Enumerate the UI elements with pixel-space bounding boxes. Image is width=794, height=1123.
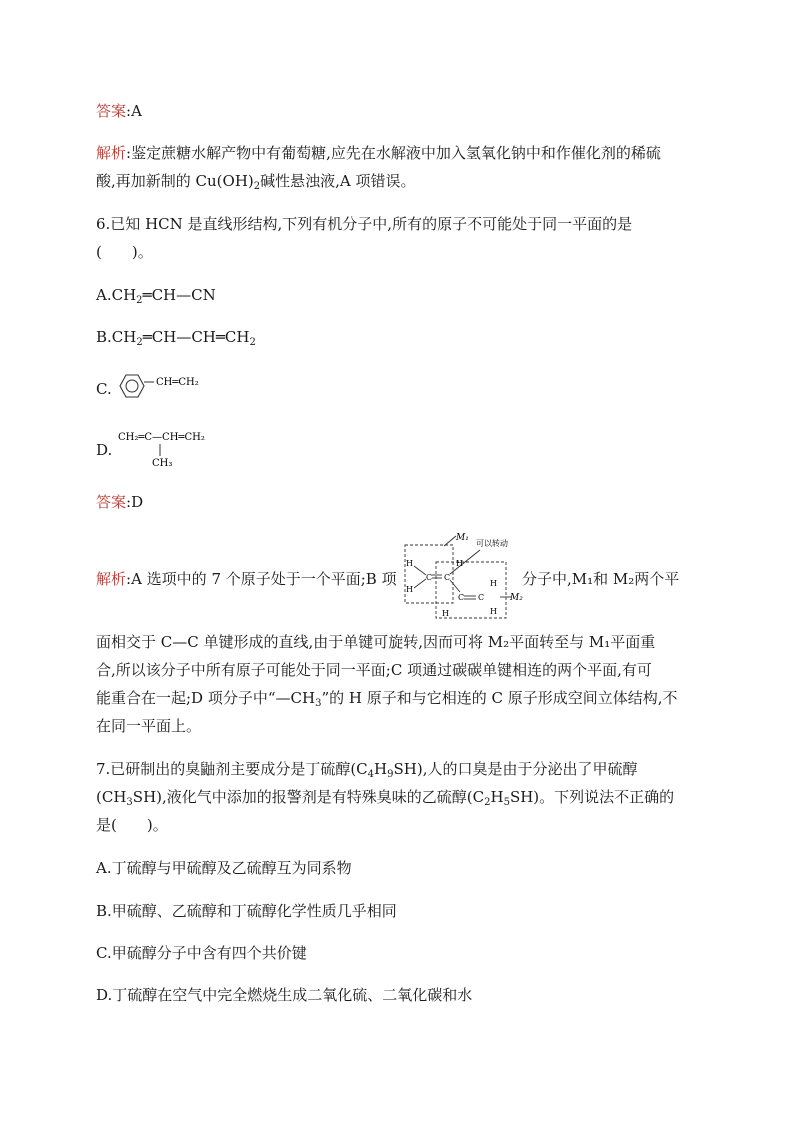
subscript: 2 <box>484 797 491 808</box>
q6-stem-line2: ( )。 <box>96 243 153 261</box>
analysis-text: 碱性悬浊液,A 项错误。 <box>260 172 416 190</box>
answer-label: 答案 <box>96 102 127 120</box>
m2-label: M₂ <box>510 593 523 603</box>
analysis-text: 能重合在一起;D 项分子中“—CH <box>96 689 316 707</box>
c-atom: C <box>458 593 465 602</box>
analysis-text: ”的 H 原子和与它相连的 C 原子形成空间立体结构,不 <box>321 689 678 707</box>
q7-stem-line2 <box>96 787 674 813</box>
isoprene-structure <box>116 426 246 472</box>
answer-value: :A <box>126 102 142 120</box>
rotatable-label: 可以转动 <box>476 539 508 548</box>
option-text: ═CH—CN <box>142 286 216 304</box>
stem-text: SH),液化气中添加的报警剂是有特殊臭味的乙硫醇(C <box>132 788 485 806</box>
subscript: 9 <box>387 769 394 780</box>
subscript: 5 <box>503 797 510 808</box>
stem-text: SH),人的口臭是由于分泌出了甲硫醇 <box>393 760 638 778</box>
h-atom: H <box>406 559 413 568</box>
q6-stem-line1: 6.已知 HCN 是直线形结构,下列有机分子中,所有的原子不可能处于同一平面的是 <box>96 215 633 233</box>
subscript: 2 <box>249 337 256 348</box>
subscript: 4 <box>367 769 375 780</box>
answer-value: :D <box>126 493 144 511</box>
q5-analysis-line2 <box>96 171 416 197</box>
analysis-text: :A 选项中的 7 个原子处于一个平面;B 项 <box>126 570 397 588</box>
option-text: B.CH <box>96 328 137 346</box>
q7-option-d: D.丁硫醇在空气中完全燃烧生成二氧化硫、二氧化碳和水 <box>96 986 473 1004</box>
q5-analysis-line1 <box>96 143 661 163</box>
q7-stem-line3: 是( )。 <box>96 816 168 834</box>
analysis-text: 酸,再加新制的 Cu(OH) <box>96 172 254 190</box>
h-atom: H <box>442 609 449 618</box>
q7-option-b: B.甲硫醇、乙硫醇和丁硫醇化学性质几乎相同 <box>96 902 397 920</box>
bond <box>450 580 460 592</box>
analysis-label: 解析 <box>96 144 127 162</box>
m1-label: M₁ <box>456 533 469 543</box>
q6-option-a <box>96 285 216 311</box>
q6-analysis-line4 <box>96 688 678 714</box>
stem-text: H <box>490 788 504 806</box>
option-text: A.CH <box>96 286 137 304</box>
q6-analysis-line3: 合,所以该分子中所有原子可能处于同一平面;C 项通过碳碳单键相连的两个平面,有可 <box>96 661 652 679</box>
subscript: 3 <box>315 698 322 709</box>
c-atom: C <box>426 573 433 582</box>
q6-answer <box>96 492 143 512</box>
h-atom: H <box>406 585 413 594</box>
stem-text: 7.已研制出的臭鼬剂主要成分是丁硫醇(C <box>96 760 368 778</box>
benzene-circle <box>126 380 138 392</box>
subscript: 2 <box>253 181 261 192</box>
q7-option-a: A.丁硫醇与甲硫醇及乙硫醇互为同系物 <box>96 859 352 877</box>
q6-analysis-line1 <box>96 569 397 589</box>
q5-answer <box>96 101 142 121</box>
stem-text: (CH <box>96 788 127 806</box>
analysis-label: 解析 <box>96 570 127 588</box>
h-atom: H <box>490 579 497 588</box>
q7-stem-line1 <box>96 759 637 785</box>
c-atom: C <box>478 593 485 602</box>
m1-leader <box>444 536 456 546</box>
q6-option-d-label: D. <box>96 441 113 459</box>
q6-analysis-line1-end: 分子中,M₁和 M₂两个平 <box>522 570 680 588</box>
bond <box>414 579 426 588</box>
q6-analysis-line2: 面相交于 C—C 单键形成的直线,由于单键可旋转,因而可将 M₂平面转至与 M₁平面重 <box>96 633 656 651</box>
subscript: 2 <box>136 337 143 348</box>
q6-analysis-line5: 在同一平面上。 <box>96 717 202 735</box>
q6-option-c-label: C. <box>96 380 112 398</box>
benzene-ring <box>120 375 144 397</box>
bond <box>414 566 426 575</box>
analysis-text: :鉴定蔗糖水解产物中有葡萄糖,应先在水解液中加入氢氧化钠中和作催化剂的稀硫 <box>126 144 661 162</box>
answer-label: 答案 <box>96 493 127 511</box>
c-atom: C <box>444 573 451 582</box>
stem-text: SH)。下列说法不正确的 <box>509 788 675 806</box>
isoprene-branch: CH₃ <box>152 458 173 469</box>
subscript: 2 <box>136 295 143 306</box>
rotatable-arrow <box>450 550 480 574</box>
stem-text: H <box>374 760 388 778</box>
q6-option-b <box>96 327 256 353</box>
q7-option-c: C.甲硫醇分子中含有四个共价键 <box>96 944 307 962</box>
plane-diagram <box>400 530 530 620</box>
h-atom: H <box>490 607 497 616</box>
subscript: 3 <box>126 797 133 808</box>
vinyl-group: CH═CH₂ <box>156 377 199 388</box>
h-atom: H <box>456 559 463 568</box>
isoprene-main: CH₂═C—CH═CH₂ <box>118 432 205 443</box>
styrene-structure <box>112 368 232 410</box>
option-text: ═CH—CH═CH <box>142 328 250 346</box>
